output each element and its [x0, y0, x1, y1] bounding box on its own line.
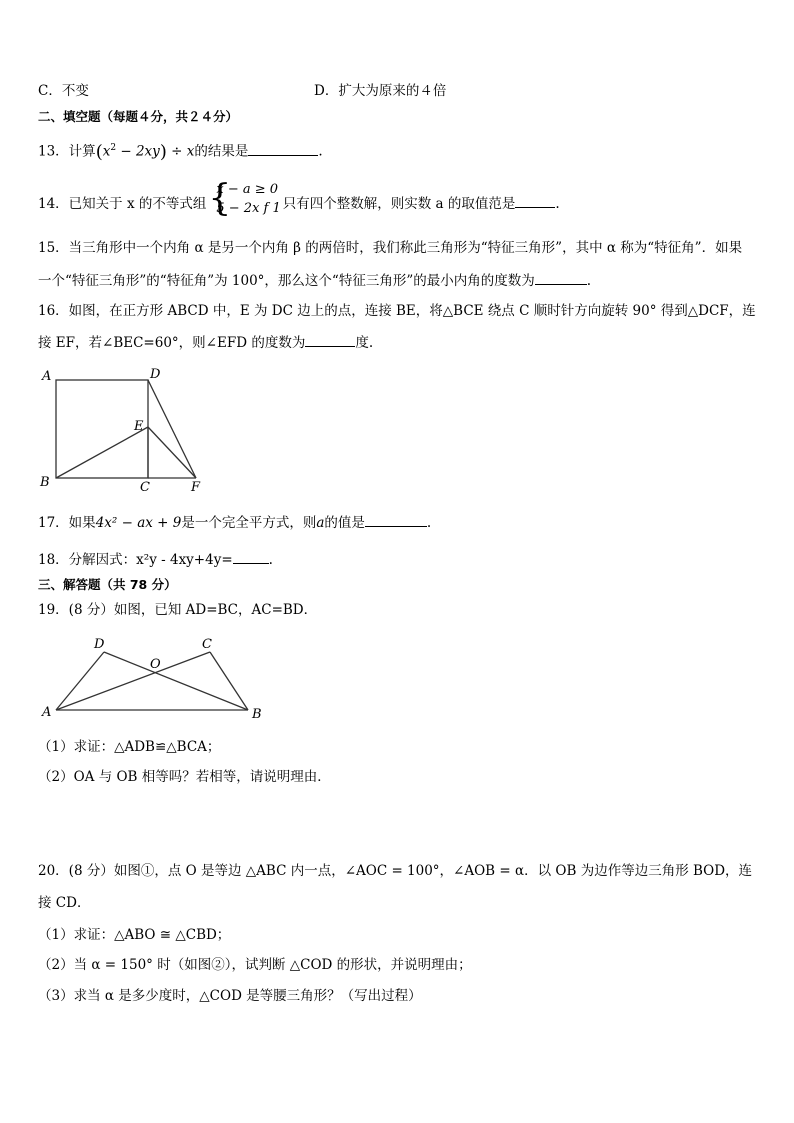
question-20-part2: （2）当 α = 150° 时（如图②），试判断 △COD 的形状，并说明理由； — [38, 957, 472, 973]
question-20-line1: 20．(8 分）如图①，点 O 是等边 △ABC 内一点，∠AOC = 100°，∠AOB = α．以 OB 为边作等边三角形 BOD，连 — [38, 863, 753, 879]
option-d: D．扩大为原来的４倍 — [314, 83, 447, 99]
fig19-label-b: B — [252, 707, 262, 722]
fig16-label-e: E — [134, 419, 144, 434]
q13-tail: 的结果是 — [194, 143, 249, 160]
q15-end: . — [586, 273, 592, 289]
q17-var-a: a — [316, 515, 325, 531]
q15-line2-text: 一个“特征三角形”的“特征角”为 100°，那么这个“特征三角形”的最小内角的度数为 — [38, 273, 535, 289]
question-14 — [38, 180, 560, 222]
q14-row1: x − a ≥ 0 — [216, 182, 279, 197]
option-c: C．不变 — [38, 83, 89, 99]
q15-answer-blank[interactable] — [535, 270, 587, 285]
q17-answer-blank[interactable] — [365, 512, 427, 527]
segment-ac — [56, 652, 210, 710]
q13-paren-open: ( — [95, 141, 103, 163]
segment-ef — [148, 427, 196, 478]
q13-expr-x: x — [102, 143, 111, 160]
q18-text: 18．分解因式：x²y - 4xy+4y= — [38, 552, 233, 568]
question-20-part1: （1）求证：△ABO ≅ △CBD； — [38, 927, 231, 943]
q14-row2: 5 − 2x f 1 — [216, 201, 281, 216]
q14-inequality-system — [208, 180, 280, 229]
q13-answer-blank[interactable] — [248, 141, 318, 156]
q13-sup: 2 — [110, 143, 117, 153]
figure-19-triangles-diagram — [38, 634, 268, 724]
q14-brace: { — [208, 178, 232, 219]
fig16-label-a: A — [42, 369, 52, 384]
segment-cb — [210, 652, 248, 710]
q17-post: 的值是 — [324, 515, 365, 531]
question-16-line1: 16．如图，在正方形 ABCD 中，E 为 DC 边上的点，连接 BE，将△BCE 绕点 C 顺时针方向旋转 90° 得到△DCF，连 — [38, 303, 756, 319]
q17-pre: 17．如果 — [38, 515, 96, 531]
section-heading-solutions: 三、解答题（共 78 分） — [38, 577, 177, 592]
fig19-label-a: A — [42, 705, 52, 720]
question-15-line1: 15．当三角形中一个内角 α 是另一个内角 β 的两倍时，我们称此三角形为“特征三角形”，其中 α 称为“特征角”．如果 — [38, 240, 743, 256]
q17-expr: 4x² − ax + 9 — [95, 515, 182, 531]
fig19-label-o: O — [150, 657, 161, 672]
fig19-label-c: C — [202, 637, 212, 652]
q13-number: 13．计算 — [38, 143, 96, 160]
question-20-part3: （3）求当 α 是多少度时，△COD 是等腰三角形？（写出过程） — [38, 988, 422, 1004]
question-19-part1: （1）求证：△ADB≌△BCA； — [38, 739, 221, 755]
segment-db — [104, 652, 248, 710]
question-17 — [38, 512, 431, 533]
question-18 — [38, 549, 273, 570]
q14-post: 只有四个整数解，则实数 a 的取值范是 — [282, 196, 516, 212]
question-19-part2: （2）OA 与 OB 相等吗？若相等，请说明理由． — [38, 769, 331, 785]
question-20-line2: 接 CD． — [38, 895, 91, 911]
segment-be — [56, 427, 148, 478]
segment-df — [148, 380, 196, 478]
section-heading-fill-in: 二、填空题（每题４分，共２４分） — [38, 109, 239, 124]
q16-line2-text: 接 EF，若∠BEC=60°，则∠EFD 的度数为 — [38, 335, 306, 351]
q13-div: ÷ x — [166, 143, 195, 160]
fig19-label-d: D — [94, 637, 105, 652]
question-13: 13．计算$(x^2 - 2xy) \div x$的结果是 . — [38, 141, 323, 163]
q13-expr-rest: − 2xy — [116, 143, 160, 160]
fig16-label-f: F — [191, 480, 201, 494]
q17-mid: 是一个完全平方式，则 — [181, 515, 317, 531]
q13-paren-close: ) — [159, 141, 167, 163]
question-15-line2 — [38, 270, 591, 291]
q16-answer-blank[interactable] — [305, 332, 355, 347]
question-19-line1: 19．(8 分）如图，已知 AD=BC，AC=BD． — [38, 602, 318, 618]
fig16-label-c: C — [140, 480, 150, 494]
q18-answer-blank[interactable] — [233, 549, 269, 564]
question-16-line2 — [38, 332, 373, 353]
q17-end: . — [426, 515, 432, 531]
q14-end: . — [555, 196, 560, 212]
q16-end: 度. — [355, 335, 374, 351]
q14-answer-blank[interactable] — [515, 193, 555, 208]
q18-end: . — [268, 552, 273, 568]
q14-pre: 14．已知关于 x 的不等式组 — [38, 196, 207, 212]
figure-16-square-diagram — [36, 364, 216, 494]
fig16-label-d: D — [150, 367, 161, 382]
fig16-label-b: B — [40, 475, 50, 490]
